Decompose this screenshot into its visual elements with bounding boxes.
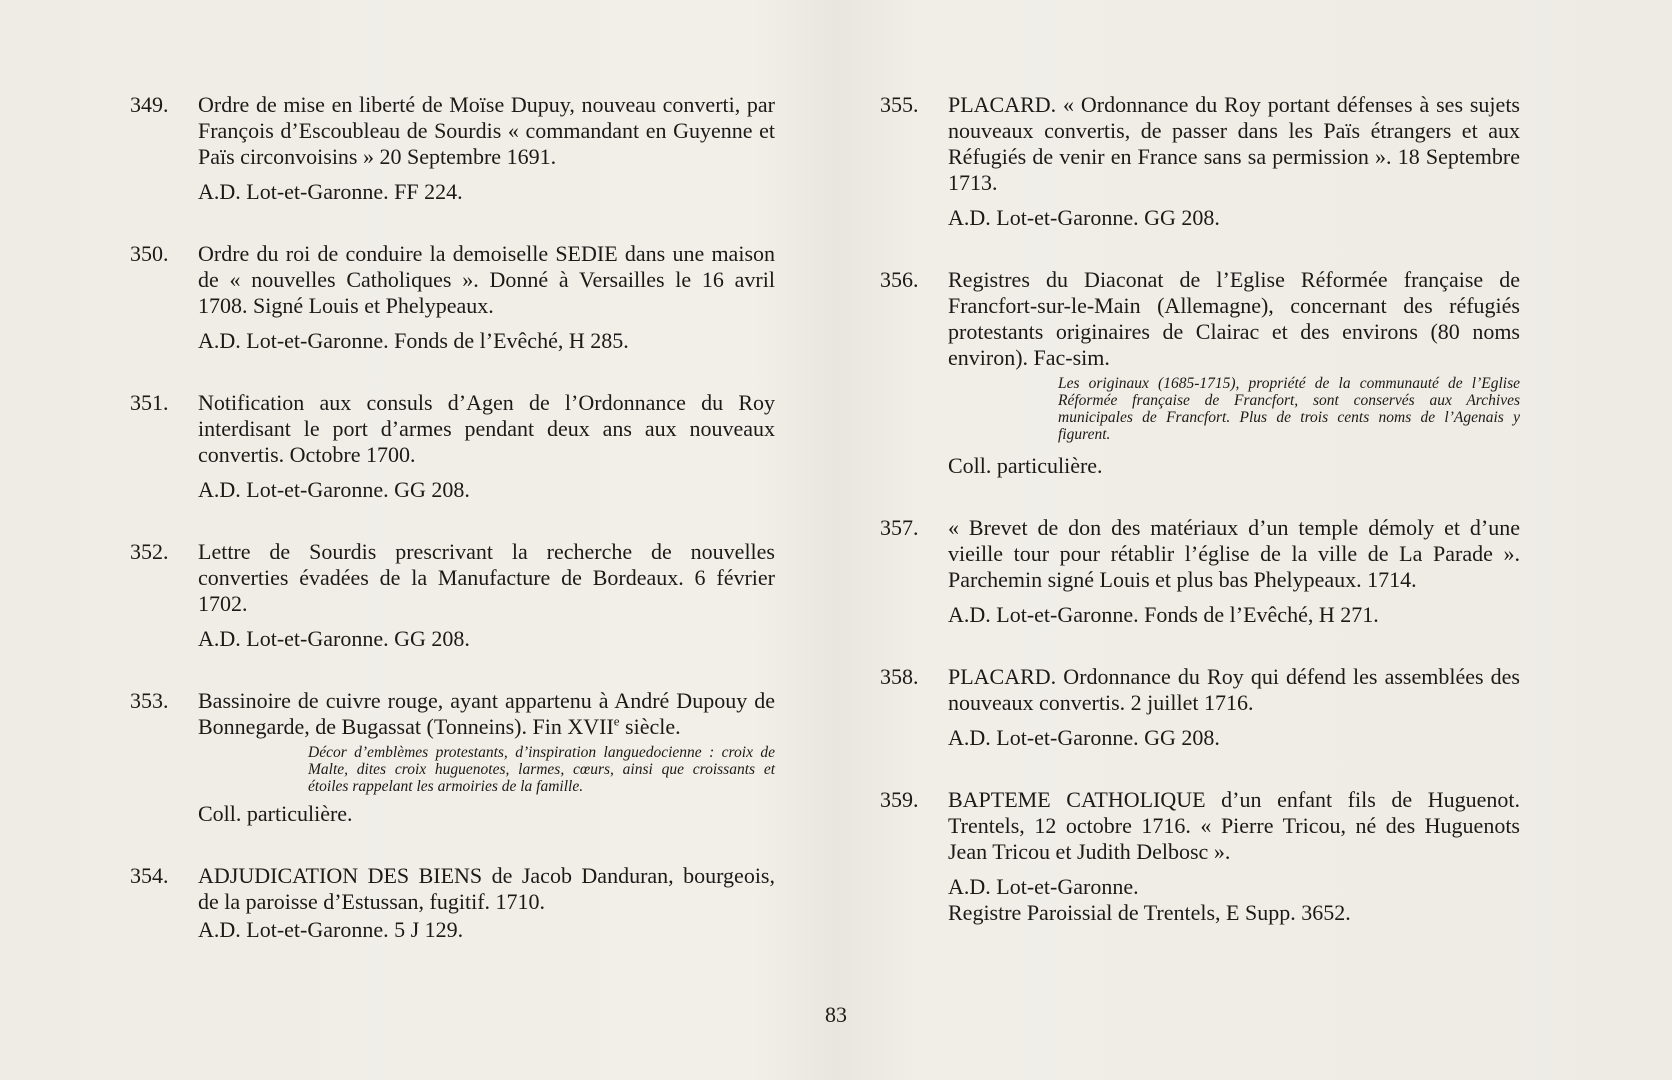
entry-source: A.D. Lot-et-Garonne. FF 224. <box>198 179 463 204</box>
entry-description: ADJUDICATION DES BIENS de Jacob Danduran, bourgeois, de la paroisse d’Estussan, fugitif. 1710. <box>198 863 775 914</box>
entry-source: A.D. Lot-et-Garonne. Fonds de l’Evêché, H 271. <box>948 602 1379 627</box>
entry-description: PLACARD. Ordonnance du Roy qui défend les assemblées des nouveaux convertis. 2 juillet 1716. <box>948 664 1520 715</box>
entry-description: Lettre de Sourdis prescrivant la recherche de nouvelles converties évadées de la Manufacture de Bordeaux. 6 février 1702. <box>198 539 775 616</box>
entry-description: Notification aux consuls d’Agen de l’Ordonnance du Roy interdisant le port d’armes pendant deux ans aux nouveaux convertis. Octobre 1700. <box>198 390 775 467</box>
entry-number: 356. <box>880 267 919 292</box>
entry-source: A.D. Lot-et-Garonne. <box>948 874 1139 899</box>
entry-353 <box>130 688 775 827</box>
entry-357 <box>880 515 1520 628</box>
entry-source: Coll. particulière. <box>948 453 1103 478</box>
entry-description: Ordre de mise en liberté de Moïse Dupuy, nouveau converti, par François d’Escoubleau de Sourdis « commandant en Guyenne et Païs circonvoisins » 20 Septembre 1691. <box>198 92 775 169</box>
entry-description: PLACARD. « Ordonnance du Roy portant défenses à ses sujets nouveaux convertis, de passer dans les Païs étrangers et aux Réfugiés de venir en France sans sa permission ». 18 Septembre 1713. <box>948 92 1520 195</box>
entry-349 <box>130 92 775 205</box>
entry-source: Coll. particulière. <box>198 801 353 826</box>
entry-351 <box>130 390 775 503</box>
entry-number: 349. <box>130 92 169 117</box>
entry-description: BAPTEME CATHOLIQUE d’un enfant fils de Huguenot. Trentels, 12 octobre 1716. « Pierre Tricou, né des Huguenots Jean Tricou et Judith Delbosc ». <box>948 787 1520 864</box>
entry-356 <box>880 267 1520 479</box>
entry-note: Décor d’emblèmes protestants, d’inspiration languedocienne : croix de Malte, dites croix huguenotes, larmes, cœurs, ainsi que croissants et étoiles rappelant les armoiries de la famille. <box>308 744 775 795</box>
entry-source: A.D. Lot-et-Garonne. 5 J 129. <box>198 917 464 942</box>
entry-number: 357. <box>880 515 919 540</box>
entry-description: Ordre du roi de conduire la demoiselle SEDIE dans une maison de « nouvelles Catholiques ». Donné à Versailles le 16 avril 1708. Signé Louis et Phelypeaux. <box>198 241 775 318</box>
entry-358 <box>880 664 1520 751</box>
entry-description: Registres du Diaconat de l’Eglise Réformée française de Francfort-sur-le-Main (Allemagne), concernant des réfugiés protestants originaires de Clairac et des environs (80 noms environ). Fac-sim. <box>948 267 1520 370</box>
entry-number: 359. <box>880 787 919 812</box>
entry-354 <box>130 863 775 943</box>
entry-number: 354. <box>130 863 169 888</box>
entry-source: A.D. Lot-et-Garonne. GG 208. <box>948 725 1220 750</box>
entry-number: 351. <box>130 390 169 415</box>
entry-350 <box>130 241 775 354</box>
right-column <box>880 92 1520 926</box>
entry-source: A.D. Lot-et-Garonne. Fonds de l’Evêché, H 285. <box>198 328 629 353</box>
entry-359 <box>880 787 1520 926</box>
entry-source-detail: Registre Paroissial de Trentels, E Supp. 3652. <box>948 900 1351 925</box>
entry-source: A.D. Lot-et-Garonne. GG 208. <box>198 626 470 651</box>
page-number: 83 <box>825 1002 847 1027</box>
entry-number: 358. <box>880 664 919 689</box>
left-column <box>130 92 775 943</box>
entry-355 <box>880 92 1520 231</box>
entry-source: A.D. Lot-et-Garonne. GG 208. <box>198 477 470 502</box>
entry-352 <box>130 539 775 652</box>
entry-number: 350. <box>130 241 169 266</box>
entry-note: Les originaux (1685-1715), propriété de la communauté de l’Eglise Réformée française de Francfort, sont conservés aux Archives municipales de Francfort. Plus de trois cents noms de l’Agenais y figurent. <box>1058 375 1520 443</box>
entry-description: Bassinoire de cuivre rouge, ayant appartenu à André Dupouy de Bonnegarde, de Bugassat (Tonneins). Fin XVIIe siècle. <box>198 688 775 739</box>
entry-number: 355. <box>880 92 919 117</box>
entry-number: 353. <box>130 688 169 713</box>
entry-description: « Brevet de don des matériaux d’un temple démoly et d’une vieille tour pour rétablir l’église de la ville de La Parade ». Parchemin signé Louis et plus bas Phelypeaux. 1714. <box>948 515 1520 592</box>
entry-number: 352. <box>130 539 169 564</box>
entry-source: A.D. Lot-et-Garonne. GG 208. <box>948 205 1220 230</box>
